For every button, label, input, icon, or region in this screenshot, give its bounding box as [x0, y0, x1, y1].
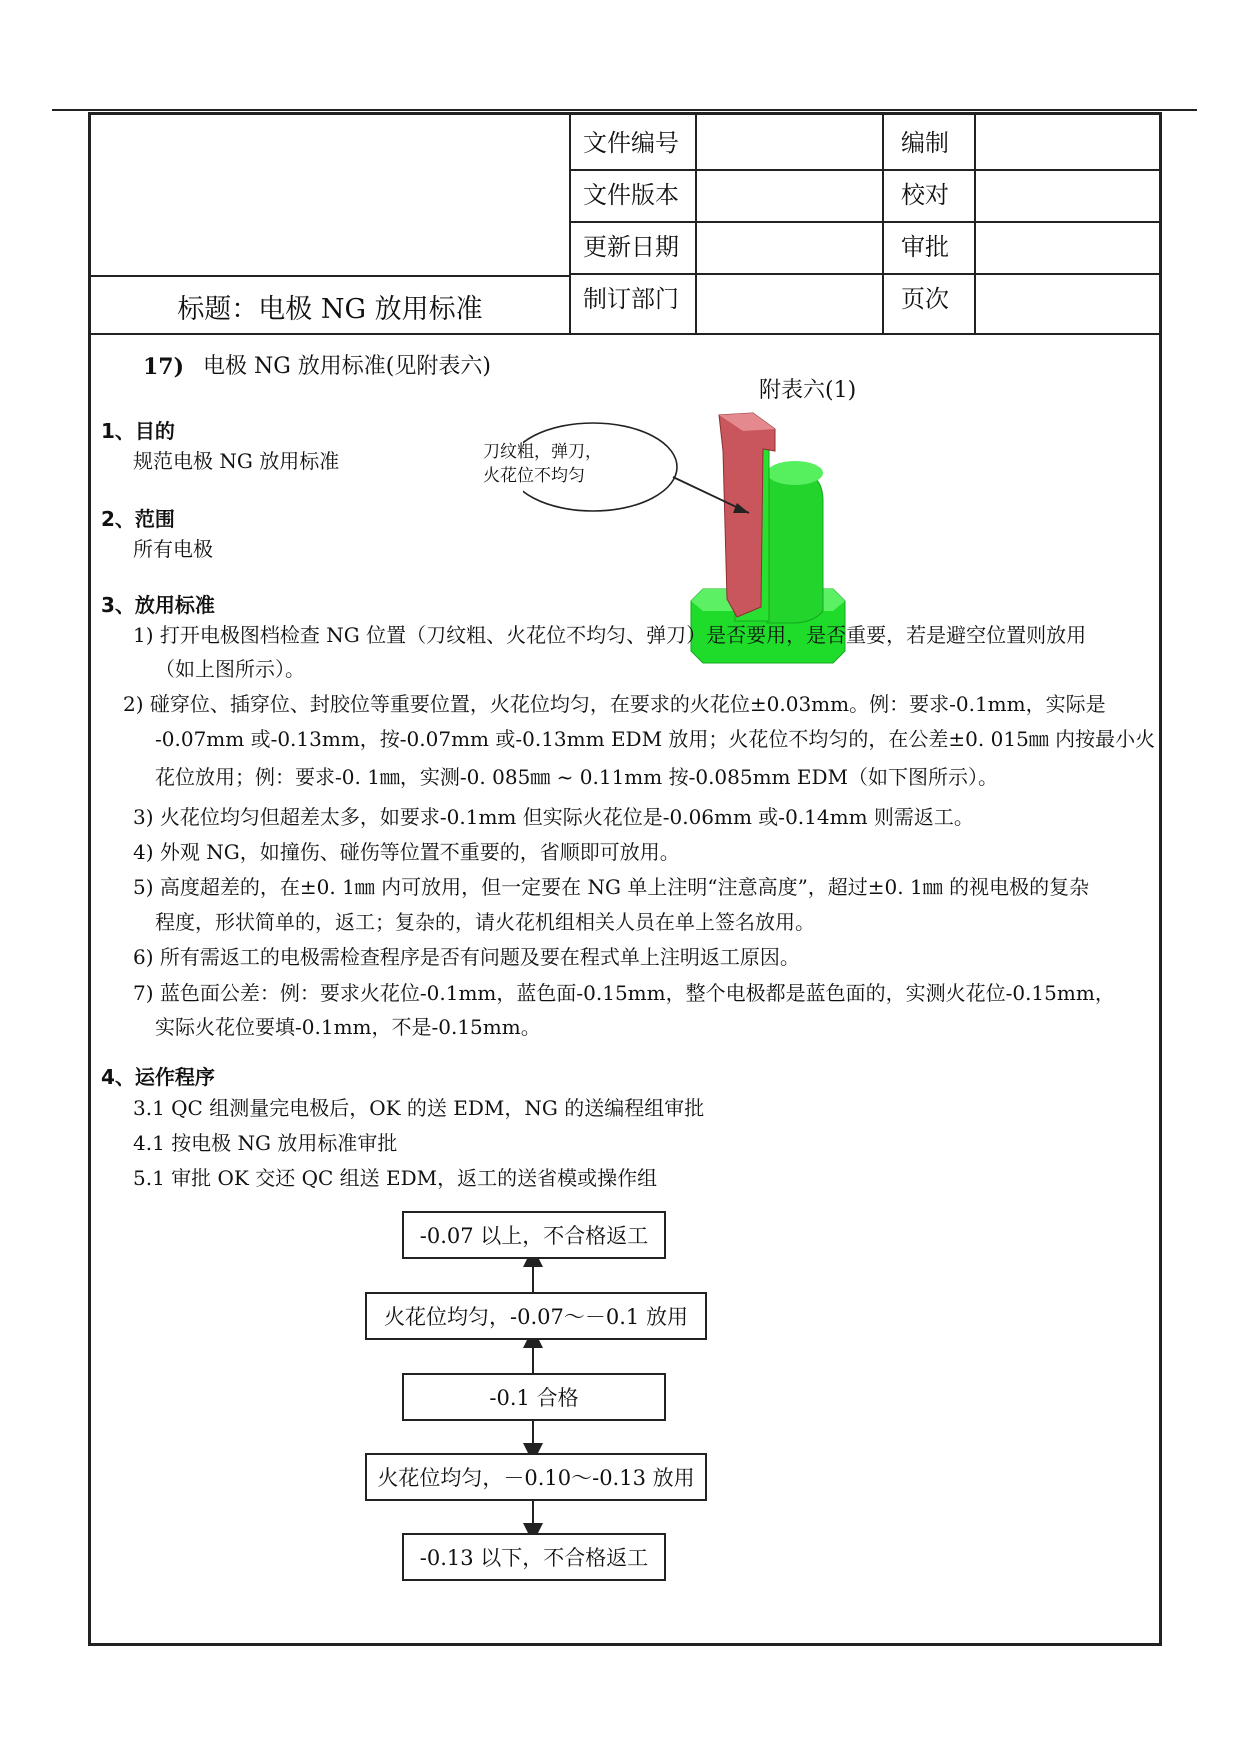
standard-line-11: 7) 蓝色面公差：例：要求火花位-0.1mm，蓝色面-0.15mm，整个电极都是蓝色面的，实测火花位-0.15mm， — [133, 981, 1115, 1005]
purpose-text: 规范电极 NG 放用标准 — [133, 449, 340, 473]
label-department: 制订部门 — [583, 285, 679, 313]
label-prepared: 编制 — [901, 129, 949, 157]
standard-line-8: 5) 高度超差的，在±0. 1㎜ 内可放用，但一定要在 NG 单上注明“注意高度”，超过±0. 1㎜ 的视电极的复杂 — [133, 875, 1090, 899]
flow-box-pass: -0.1 合格 — [402, 1373, 666, 1421]
standard-title: 3、放用标准 — [101, 593, 215, 617]
procedure-line-3: 5.1 审批 OK 交还 QC 组送 EDM，返工的送省模或操作组 — [133, 1166, 658, 1190]
procedure-title: 4、运作程序 — [101, 1065, 215, 1089]
label-doc-version: 文件版本 — [583, 181, 679, 209]
callout-line1: 刀纹粗，弹刀， — [483, 442, 602, 462]
standard-line-7: 4) 外观 NG，如撞伤、碰伤等位置不重要的，省顺即可放用。 — [133, 840, 680, 864]
procedure-line-2: 4.1 按电极 NG 放用标准审批 — [133, 1131, 398, 1155]
procedure-line-1: 3.1 QC 组测量完电极后，OK 的送 EDM，NG 的送编程组审批 — [133, 1096, 705, 1120]
document-frame — [88, 112, 1162, 1646]
flow-box-accept-upper: 火花位均匀，-0.07～－0.1 放用 — [365, 1292, 707, 1340]
standard-line-2: （如上图所示）。 — [155, 657, 305, 681]
standard-line-6: 3) 火花位均匀但超差太多，如要求-0.1mm 但实际火花位是-0.06mm 或-0.14mm 则需返工。 — [133, 805, 974, 829]
label-doc-number: 文件编号 — [583, 129, 679, 157]
flow-box-rework-below: -0.13 以下，不合格返工 — [402, 1533, 666, 1581]
standard-line-10: 6) 所有需返工的电极需检查程序是否有问题及要在程式单上注明返工原因。 — [133, 945, 800, 969]
label-checked: 校对 — [901, 181, 949, 209]
standard-line-1: 1) 打开电极图档检查 NG 位置（刀纹粗、火花位不均匀、弹刀）是否要用，是否重要，若是避空位置则放用 — [133, 623, 1087, 647]
standard-line-12: 实际火花位要填-0.1mm，不是-0.15mm。 — [155, 1015, 541, 1039]
label-approved: 审批 — [901, 233, 949, 261]
standard-line-9: 程度，形状简单的，返工；复杂的，请火花机组相关人员在单上签名放用。 — [155, 910, 815, 934]
callout-line2: 火花位不均匀 — [483, 466, 585, 486]
flow-box-rework-above: -0.07 以上，不合格返工 — [402, 1211, 666, 1259]
scope-text: 所有电极 — [133, 537, 213, 561]
standard-line-5: 花位放用；例：要求-0. 1㎜，实测-0. 085㎜ ~ 0.11mm 按-0.085mm EDM（如下图所示）。 — [155, 765, 998, 789]
section-title: 电极 NG 放用标准(见附表六) — [203, 354, 491, 379]
figure-caption: 附表六(1) — [759, 378, 857, 403]
scope-title: 2、范围 — [101, 507, 175, 531]
standard-line-3: 2) 碰穿位、插穿位、封胶位等重要位置，火花位均匀，在要求的火花位±0.03mm。例：要求-0.1mm，实际是 — [123, 692, 1106, 716]
standard-line-4: -0.07mm 或-0.13mm，按-0.07mm 或-0.13mm EDM 放用；火花位不均匀的，在公差±0. 015㎜ 内按最小火 — [155, 727, 1156, 751]
document-title: 标题：电极 NG 放用标准 — [91, 275, 569, 335]
label-page: 页次 — [901, 285, 949, 313]
flow-box-accept-lower: 火花位均匀，－0.10～-0.13 放用 — [365, 1453, 707, 1501]
purpose-title: 1、目的 — [101, 419, 175, 443]
label-update-date: 更新日期 — [583, 233, 679, 261]
section-number: 17) — [143, 354, 185, 380]
top-rule — [52, 109, 1197, 111]
